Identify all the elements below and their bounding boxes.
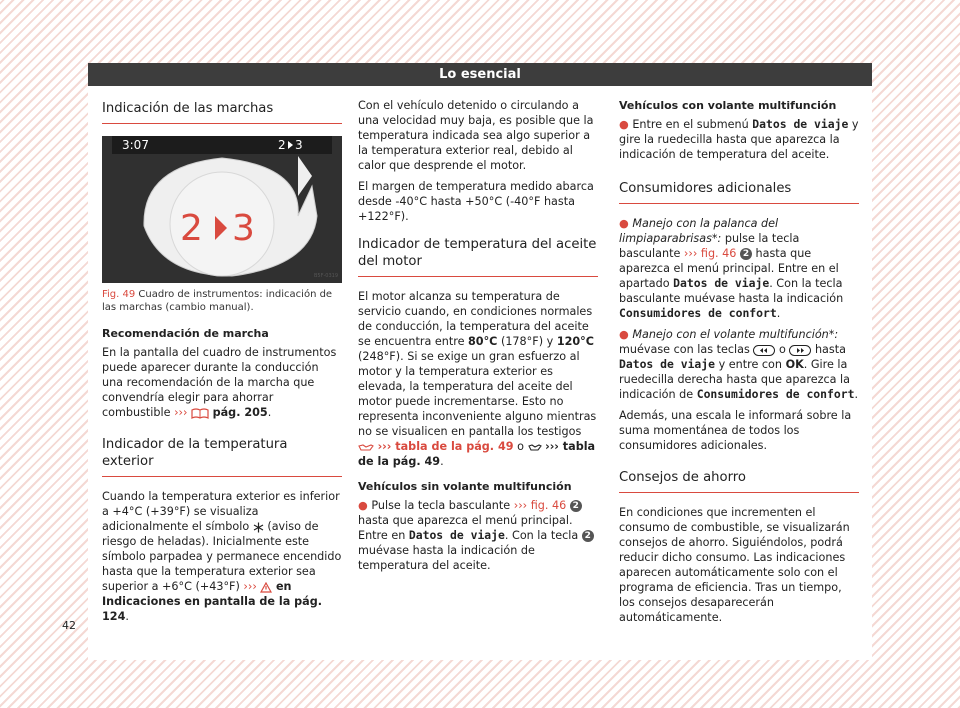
ref-fig-46[interactable]: ››› fig. 46 xyxy=(683,247,737,260)
previous-key-icon xyxy=(753,345,775,356)
next-key-icon xyxy=(789,345,811,356)
ref-table-pag-49-a[interactable]: ››› tabla de la pág. 49 xyxy=(377,440,514,453)
ref-arrows[interactable]: ››› xyxy=(174,406,188,419)
ref-table-pag-49-b[interactable]: ››› tabla de la pág. 49 xyxy=(358,440,596,468)
section-title-outside-temp: Indicador de la temperatura exterior xyxy=(102,434,342,477)
snowflake-icon xyxy=(253,522,264,533)
page-reference-205[interactable]: pág. 205 xyxy=(212,406,268,419)
paragraph-oil-temp: El motor alcanza su temperatura de servicio cuando, en condiciones normales de conducción, la temperatura del aceite se encuentra entre 80°C (178°F) y 120°C (248°F). Si se exige un gran esfuerzo al motor y la temperatura exterior es elevada, la temperatura del aceite del motor puede incrementarse. Esto no representa inconveniente alguno mientras no se visualicen en pantalla los testigos ››› tabla de la pág. 49 o ››› tabla de la pág. 49. xyxy=(358,290,597,468)
menu-name-trip-data: Datos de viaje xyxy=(408,528,505,542)
column-left xyxy=(102,98,342,630)
reference-on-screen-indications[interactable]: en Indicaciones en pantalla de la pág. 124 xyxy=(102,580,322,623)
section-title-additional-consumers: Consumidores adicionales xyxy=(619,178,859,204)
bullet-icon: ● xyxy=(619,328,629,341)
bullet-icon: ● xyxy=(619,118,629,131)
paragraph-gear-recommendation: En la pantalla del cuadro de instrumentos puede aparecer durante la conducción una recomendación de la marcha que convendría elegir para ahorrar combustible ››› pág. 205. xyxy=(102,346,337,419)
list-item-multifunction-wheel: ● Manejo con el volante multifunción*: muévase con las teclas o hasta Datos de viaje y entre con OK. Gire la ruedecilla derecha hasta que aparezca la indicación de Consumidores de confort. xyxy=(619,328,859,401)
figure-code: B5F-0319 xyxy=(314,273,339,279)
subsection-gear-recommendation: Recomendación de marcha xyxy=(102,327,269,340)
ref-arrows[interactable]: ››› xyxy=(243,580,257,593)
section-title-oil-temp: Indicador de temperatura del aceite del motor xyxy=(358,234,598,277)
paragraph-saving-tips: En condiciones que incrementen el consumo de combustible, se visualizarán consejos de ahorro. Siguiéndolos, podrá reducir dicho consumo. Las indicaciones aparecen automáticamente solo con el programa de eficiencia. Tras un tiempo, los consejos desaparecerán automáticamente. xyxy=(619,506,850,624)
paragraph-temp-range: El margen de temperatura medido abarca desde -40°C hasta +50°C (-40°F hasta +122°F). xyxy=(358,180,594,223)
bullet-icon: ● xyxy=(619,217,629,230)
ref-fig-46[interactable]: ››› fig. 46 xyxy=(513,499,567,512)
subsection-no-multifunction: Vehículos sin volante multifunción xyxy=(358,480,572,493)
column-middle xyxy=(358,98,598,579)
number-badge: 2 xyxy=(740,248,752,260)
section-title-saving-tips: Consejos de ahorro xyxy=(619,467,859,493)
number-badge: 2 xyxy=(570,500,582,512)
figure-caption xyxy=(102,288,342,314)
bullet-icon: ● xyxy=(358,499,368,512)
paragraph-outside-temp: Cuando la temperatura exterior es inferior a +4°C (+39°F) se visualiza adicionalmente el símbolo (aviso de riesgo de heladas). Inicialmente este símbolo parpadea y permanece encendido hasta que la temperatura exterior sea superior a +6°C (+43°F) ››› en Indicaciones en pantalla de la pág. 124. xyxy=(102,490,342,623)
list-item-multifunction: ● Entre en el submenú Datos de viaje y gire la ruedecilla hasta que aparezca la indicación de temperatura del aceite. xyxy=(619,117,859,161)
big-gear: 2 xyxy=(180,208,203,249)
chapter-header: Lo esencial xyxy=(88,63,872,86)
oil-temperature-icon xyxy=(528,442,542,452)
figure-label: Fig. 49 xyxy=(102,289,136,300)
list-item-no-multifunction: ● Pulse la tecla basculante ››› fig. 46 2 hasta que aparezca el menú principal. Entre en Datos de viaje. Con la tecla 2 muévase hasta la indicación de temperatura del aceite. xyxy=(358,498,598,573)
paragraph-temp-note: Con el vehículo detenido o circulando a una velocidad muy baja, es posible que la temperatura indicada sea algo superior a la temperatura exterior real, debido al calor que desprende el motor. xyxy=(358,99,594,172)
column-right xyxy=(619,98,859,631)
menu-name-comfort-consumers: Consumidores de confort xyxy=(696,387,855,401)
menu-name-comfort-consumers: Consumidores de confort xyxy=(619,306,777,320)
section-title-gear-indication: Indicación de las marchas xyxy=(102,98,342,124)
menu-name-trip-data: Datos de viaje xyxy=(752,117,849,131)
menu-name-trip-data: Datos de viaje xyxy=(673,276,770,290)
screen-time: 3:07 xyxy=(122,138,149,152)
big-gear-next: 3 xyxy=(232,208,255,249)
number-badge: 2 xyxy=(582,530,594,542)
screen-gear: 2 xyxy=(278,138,286,152)
subsection-multifunction: Vehículos con volante multifunción xyxy=(619,99,837,112)
warning-triangle-icon xyxy=(260,582,272,593)
page-number: 42 xyxy=(62,619,76,632)
figure-caption-text: Cuadro de instrumentos: indicación de las marchas (cambio manual). xyxy=(102,289,333,313)
ok-key: OK xyxy=(785,358,804,371)
instrument-cluster-illustration xyxy=(102,136,342,283)
manual-page xyxy=(62,63,872,660)
menu-name-trip-data: Datos de viaje xyxy=(619,357,716,371)
oil-temperature-warning-icon xyxy=(358,442,374,452)
screen-gear-next: 3 xyxy=(295,138,303,152)
list-item-wiper-lever: ● Manejo con la palanca del limpiaparabrisas*: pulse la tecla basculante ››› fig. 46 2 hasta que aparezca el menú principal. Entre en el apartado Datos de viaje. Con la tecla basculante muévase hasta la indicación Consumidores de confort. xyxy=(619,217,844,320)
figure-instrument-cluster xyxy=(102,136,342,283)
paragraph-consumers-scale: Además, una escala le informará sobre la suma momentánea de todos los consumidores adicionales. xyxy=(619,409,852,452)
book-icon xyxy=(191,408,209,419)
